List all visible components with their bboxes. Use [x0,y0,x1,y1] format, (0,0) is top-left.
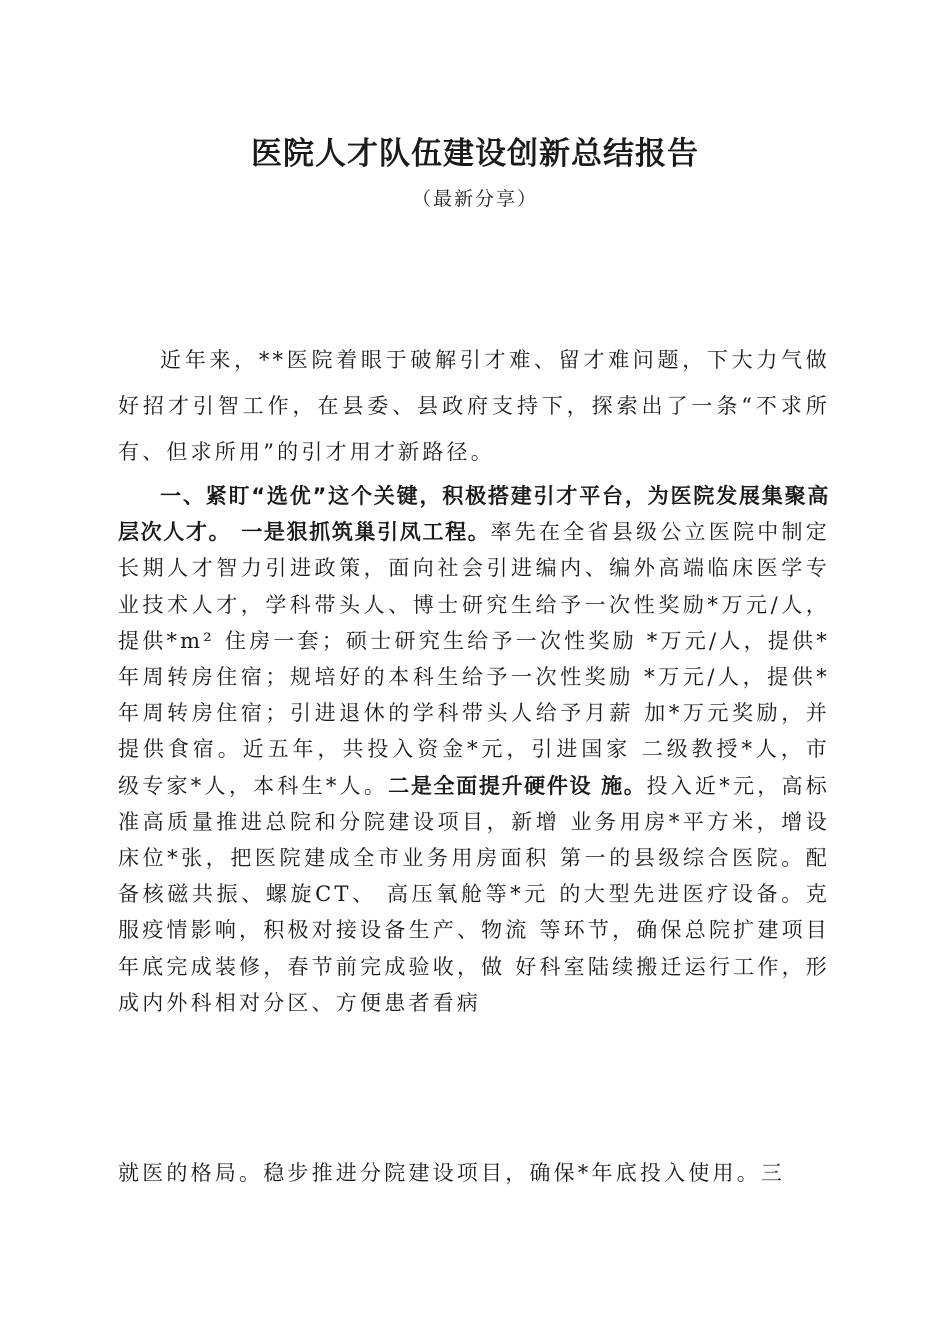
section-1-heading: 一、紧盯“选优”这个关键，积极搭建引才平台，为医院发展集聚高层次人才。 [118,484,830,545]
intro-paragraph: 近年来，**医院着眼于破解引才难、留才难问题，下大力气做好招才引智工作，在县委、县政府支持下，探索出了一条“不求所有、但求所用”的引才用才新路径。 [118,348,830,464]
document-title: 医院人才队伍建设创新总结报告 [251,136,699,172]
item-2-heading: 二是全面提升硬件设 施。 [388,773,647,798]
section-1-paragraph [118,478,830,1021]
item-1-heading: 一是狠抓筑巢引凤工程。 [241,520,491,545]
item-1-body: 率先在全省县级公立医院中制定长期人才智力引进政策，面向社会引进编内、编外高端临床医学专业技术人才，学科带头人、博士研究生给予一次性奖励*万元/人，提供*m² 住房一套；硕士研究生给予一次性奖励 *万元/人，提供*年周转房住宿；规培好的本科生给予一次性奖励 *万元/人，提供*年周转房住宿；引进退休的学科带头人给予月薪 加*万元奖励，并提供食宿。近五年，共投入资金*元，引进国家 二级教授*人，市级专家*人，本科生*人。 [118,520,830,798]
item-2-body: 投入近*元，高标准高质量推进总院和分院建设项目，新增 业务用房*平方米，增设床位*张，把医院建成全市业务用房面积 第一的县级综合医院。配备核磁共振、螺旋CT、 高压氧舱等*元 的大型先进医疗设备。克服疫情影响，积极对接设备生产、物流 等环节，确保总院扩建项目年底完成装修，春节前完成验收，做 好科室陆续搬迁运行工作，形成内外科相对分区、方便患者看病 [118,773,830,1015]
document-subtitle: （最新分享） [411,188,538,210]
continuation-paragraph: 就医的格局。稳步推进分院建设项目，确保*年底投入使用。三 [118,1161,786,1185]
